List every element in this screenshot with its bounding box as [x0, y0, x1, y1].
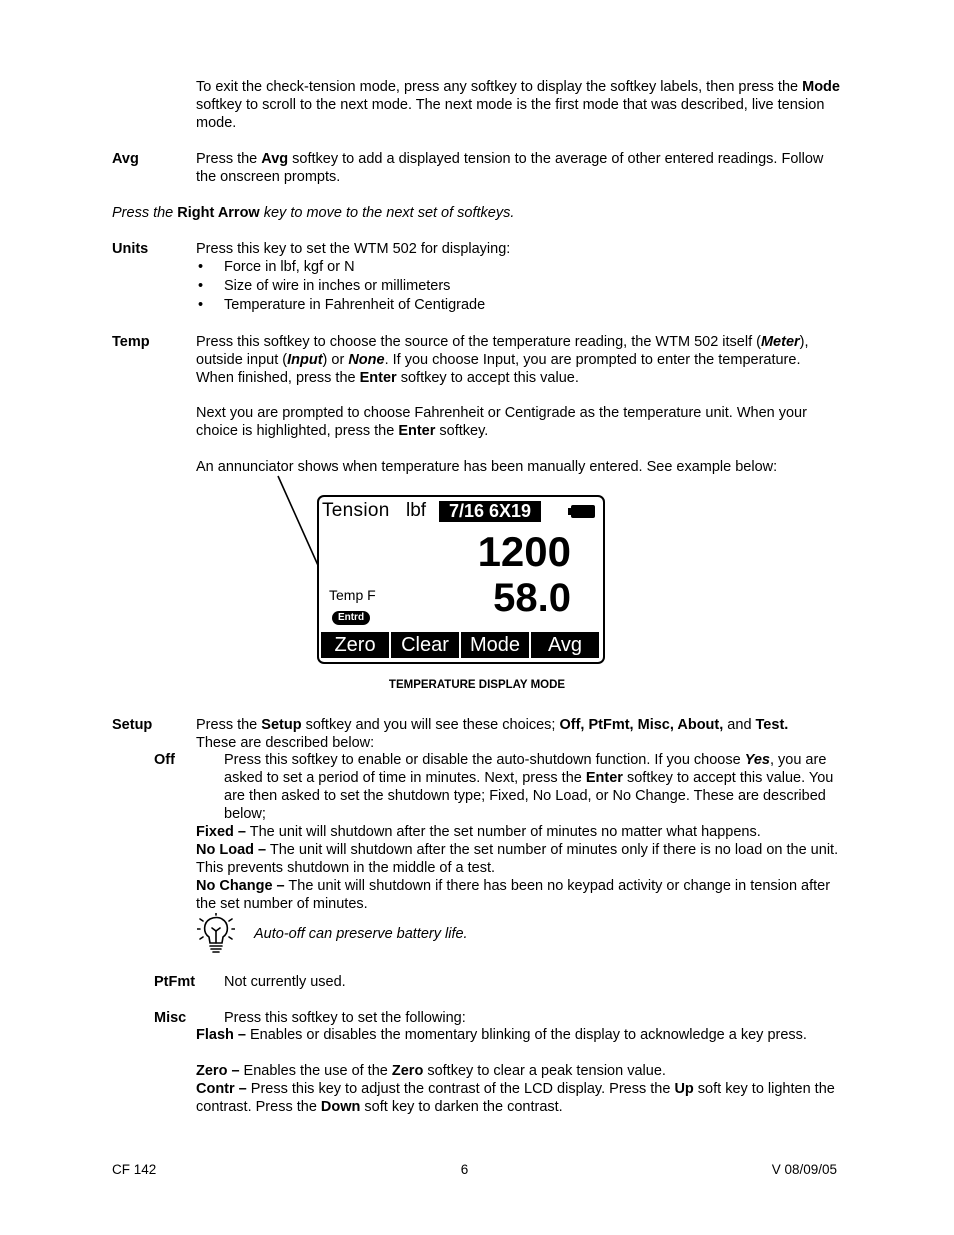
ptfmt-label: PtFmt: [154, 974, 196, 990]
avg-text: Press the: [196, 151, 262, 167]
temp-text: softkey.: [435, 423, 489, 439]
contr-text-end: soft key to darken the contrast.: [360, 1099, 563, 1115]
softkey-zero[interactable]: Zero: [321, 632, 389, 658]
zero-softkey-keyword: Zero: [391, 1063, 424, 1079]
intro-paragraph: [196, 78, 841, 132]
noload-description: [196, 841, 841, 877]
off-label: Off: [154, 752, 175, 768]
entrd-annunciator: Entrd: [332, 611, 370, 625]
intro-text: To exit the check-tension mode, press any softkey to display the softkey labels, then press the: [196, 79, 803, 95]
none-keyword: None: [348, 352, 385, 368]
temp-label: Temp: [112, 334, 150, 350]
contr-text: soft key to lighten the contrast. Press the: [196, 1081, 835, 1115]
up-keyword: Up: [674, 1081, 694, 1097]
temp-text: ), outside input (: [196, 334, 809, 368]
fixed-description: [196, 823, 841, 841]
temp-text: Next you are prompted to choose Fahrenheit or Centigrade as the temperature unit. When your choice is highlighted, press the: [196, 405, 807, 439]
list-item: • Force in lbf, kgf or N: [196, 258, 485, 277]
misc-label: Misc: [154, 1010, 187, 1026]
lcd-unit: lbf: [406, 500, 427, 521]
lightbulb-icon: [197, 913, 235, 955]
softkey-avg[interactable]: Avg: [531, 632, 599, 658]
setup-text-end: These are described below:: [196, 735, 375, 751]
units-paragraph: Press this key to set the WTM 502 for displaying:: [196, 241, 511, 257]
down-keyword: Down: [320, 1099, 361, 1115]
footer-page-number: 6: [460, 1162, 469, 1177]
setup-choices: Off, PtFmt, Misc, About,: [559, 717, 724, 733]
softkey-mode[interactable]: Mode: [461, 632, 529, 658]
lcd-temp-label: Temp F: [329, 587, 376, 603]
setup-text: and: [723, 717, 756, 733]
mode-keyword: Mode: [802, 79, 840, 95]
contr-text: Press this key to adjust the contrast of the LCD display. Press the: [246, 1081, 675, 1097]
setup-text: softkey and you will see these choices;: [301, 717, 560, 733]
avg-keyword: Avg: [261, 151, 289, 167]
noload-text: The unit will shutdown after the set number of minutes only if there is no load on the unit. This prevents shutdown in the middle of a test.: [196, 842, 839, 876]
lcd-title: Tension: [322, 500, 390, 521]
flash-keyword: Flash –: [196, 1027, 246, 1043]
nochange-keyword: No Change –: [196, 878, 285, 894]
avg-paragraph: [196, 150, 841, 186]
lcd-tension-reading: 1200: [477, 528, 571, 575]
note-text: Press the: [112, 205, 178, 221]
temp-text: Press this softkey to choose the source of the temperature reading, the WTM 502 itself (: [196, 334, 761, 350]
intro-text-end: softkey to scroll to the next mode. The next mode is the first mode that was described, live tension mode.: [196, 97, 825, 131]
zero-keyword: Zero –: [196, 1063, 240, 1079]
lcd-temp-value: 58.0: [493, 576, 571, 620]
nochange-description: [196, 877, 841, 913]
battery-tip: [568, 508, 571, 515]
lcd-softkey-bar: [321, 632, 599, 658]
units-label: Units: [112, 241, 149, 257]
fixed-keyword: Fixed –: [196, 824, 246, 840]
list-item: • Size of wire in inches or millimeters: [196, 277, 485, 296]
list-item: • Temperature in Fahrenheit of Centigrade: [196, 296, 485, 315]
flash-text: Enables or disables the momentary blinking of the display to acknowledge a key press.: [245, 1027, 807, 1043]
temp-text: softkey to accept this value.: [396, 370, 579, 386]
off-paragraph: [224, 751, 839, 823]
zero-text: Enables the use of the: [239, 1063, 392, 1079]
setup-label: Setup: [112, 717, 153, 733]
flash-description: [196, 1026, 841, 1044]
footer-version: V 08/09/05: [771, 1162, 837, 1177]
off-text: Press this softkey to enable or disable the auto-shutdown function. If you choose: [224, 752, 745, 768]
enter-keyword: Enter: [398, 423, 436, 439]
zero-description: [196, 1062, 841, 1080]
enter-keyword: Enter: [359, 370, 397, 386]
right-arrow-keyword: Right Arrow: [177, 205, 260, 221]
ptfmt-text: Not currently used.: [224, 974, 346, 990]
fixed-text: The unit will shutdown after the set number of minutes no matter what happens.: [245, 824, 761, 840]
figure-caption: TEMPERATURE DISPLAY MODE: [388, 679, 566, 691]
units-list: [196, 258, 485, 315]
meter-keyword: Meter: [760, 334, 800, 350]
zero-text-end: softkey to clear a peak tension value.: [423, 1063, 666, 1079]
tip-text: Auto-off can preserve battery life.: [254, 926, 468, 942]
enter-keyword: Enter: [585, 770, 623, 786]
avg-label: Avg: [112, 151, 139, 167]
right-arrow-note: [112, 204, 514, 222]
input-keyword: Input: [287, 352, 323, 368]
lcd-display: [317, 495, 605, 664]
temp-paragraph-2: [196, 404, 841, 440]
note-text-end: key to move to the next set of softkeys.: [259, 205, 515, 221]
nochange-text: The unit will shutdown if there has been no keypad activity or change in tension after the set number of minutes.: [196, 878, 831, 912]
setup-paragraph: [196, 716, 841, 752]
yes-keyword: Yes: [744, 752, 770, 768]
test-keyword: Test.: [755, 717, 789, 733]
lcd-wire-size: 7/16 6X19: [439, 501, 541, 522]
off-text: softkey to accept this value. You are then asked to set the shutdown type; Fixed, No Load, or No Change. These are described below;: [224, 770, 834, 822]
temp-paragraph-3: An annunciator shows when temperature has been manually entered. See example below:: [196, 459, 778, 475]
temp-paragraph-1: [196, 333, 841, 387]
contr-description: [196, 1080, 841, 1116]
setup-text: Press the: [196, 717, 262, 733]
misc-text: Press this softkey to set the following:: [224, 1010, 466, 1026]
off-text: , you are asked to set a period of time in minutes. Next, press the: [224, 752, 827, 786]
setup-keyword: Setup: [261, 717, 302, 733]
noload-keyword: No Load –: [196, 842, 267, 858]
softkey-clear[interactable]: Clear: [391, 632, 459, 658]
contr-keyword: Contr –: [196, 1081, 247, 1097]
avg-text-end: softkey to add a displayed tension to the average of other entered readings. Follow the onscreen prompts.: [196, 151, 824, 185]
temp-text: . If you choose Input, you are prompted to enter the temperature. When finished, press the: [196, 352, 801, 386]
battery-icon: [571, 505, 595, 518]
temp-text: ) or: [322, 352, 349, 368]
footer-doc-id: CF 142: [112, 1162, 157, 1177]
